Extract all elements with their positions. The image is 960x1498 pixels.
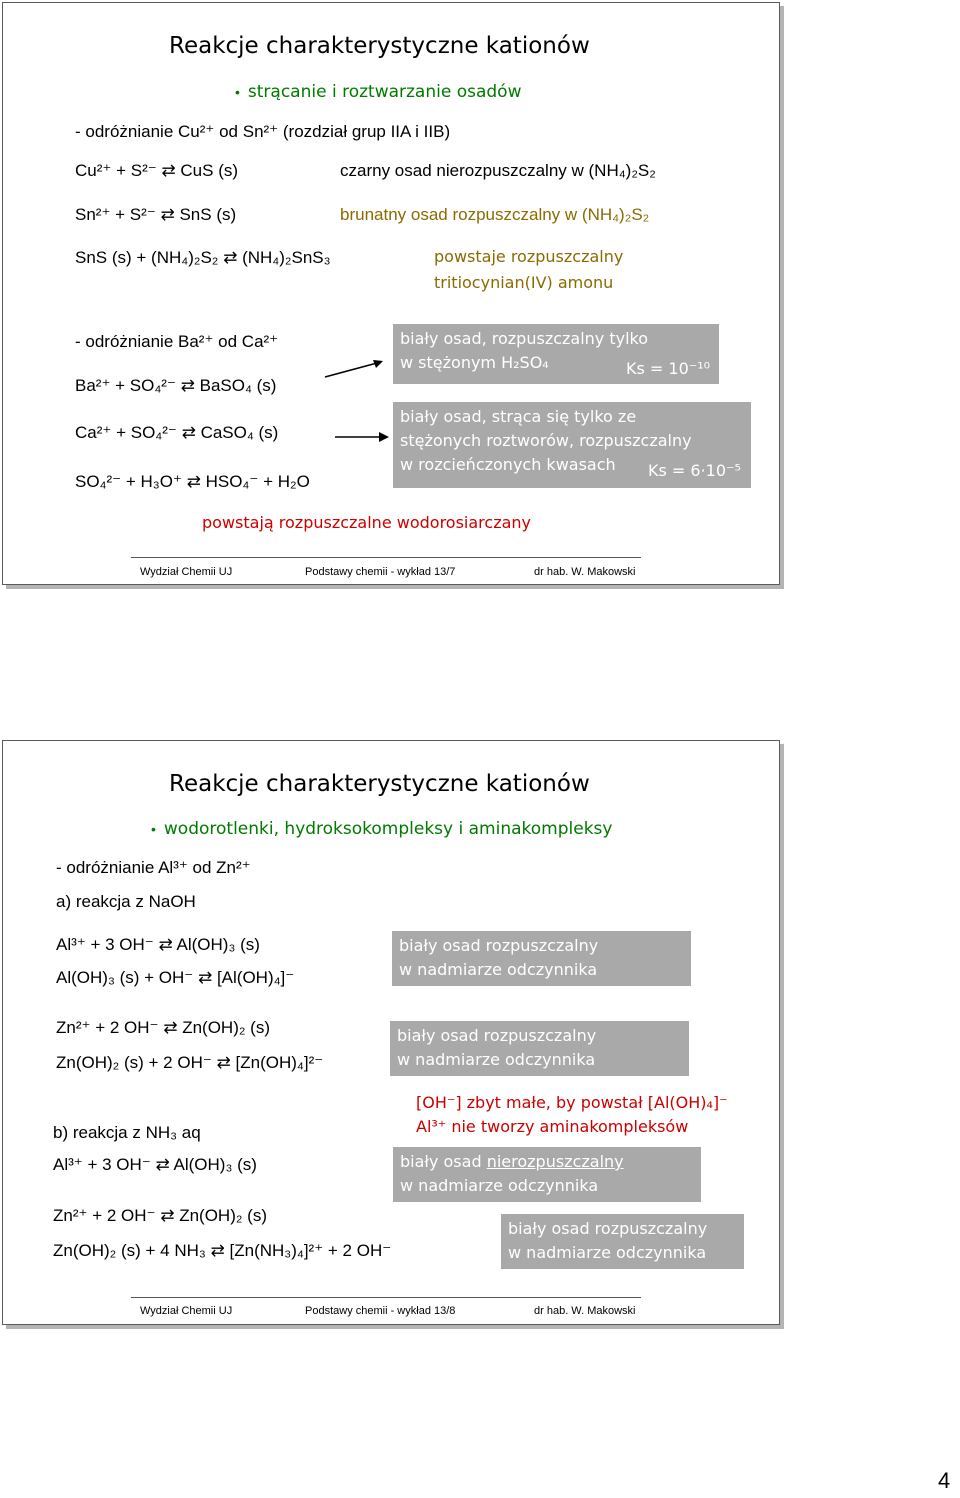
box-text: biały osad: [400, 1152, 487, 1171]
equation: Zn²⁺ + 2 OH⁻ ⇄ Zn(OH)₂ (s): [53, 1206, 267, 1225]
box-line: biały osad rozpuszczalny: [399, 936, 599, 955]
section-heading: - odróżnianie Cu²⁺ od Sn²⁺ (rozdział grup IIA i IIB): [75, 122, 451, 141]
equation: Zn(OH)₂ (s) + 2 OH⁻ ⇄ [Zn(OH)₄]²⁻: [56, 1053, 324, 1072]
page-number: 4: [938, 1468, 951, 1493]
box-line: biały osad, strąca się tylko ze: [400, 407, 637, 426]
equation: Sn²⁺ + S²⁻ ⇄ SnS (s): [75, 205, 237, 224]
info-box: [501, 1214, 744, 1269]
equation-note: brunatny osad rozpuszczalny w (NH₄)₂S₂: [340, 205, 650, 224]
bullet-dot-icon: •: [151, 821, 156, 837]
equation: Al³⁺ + 3 OH⁻ ⇄ Al(OH)₃ (s): [53, 1155, 257, 1174]
footer-institution: Wydział Chemii UJ: [140, 566, 233, 578]
bullet-dot-icon: •: [235, 84, 240, 100]
footer-institution: Wydział Chemii UJ: [140, 1305, 233, 1317]
equation: Ba²⁺ + SO₄²⁻ ⇄ BaSO₄ (s): [75, 376, 277, 395]
equation: SnS (s) + (NH₄)₂S₂ ⇄ (NH₄)₂SnS₃: [75, 248, 331, 267]
equation-note: powstaje rozpuszczalny: [434, 247, 624, 266]
footer-author: dr hab. W. Makowski: [534, 566, 636, 578]
slide-title: Reakcje charakterystyczne kationów: [169, 33, 590, 59]
box-line: biały osad, rozpuszczalny tylko: [400, 329, 649, 348]
box-line: stężonych roztworów, rozpuszczalny: [400, 431, 692, 450]
slide-title: Reakcje charakterystyczne kationów: [169, 771, 590, 797]
info-box: [392, 931, 691, 986]
box-line: w stężonym H₂SO₄: [400, 353, 549, 372]
footer-course: Podstawy chemii - wykład 13/8: [305, 1305, 456, 1317]
section-heading: a) reakcja z NaOH: [56, 892, 196, 911]
equation-note: czarny osad nierozpuszczalny w (NH₄)₂S₂: [340, 161, 656, 180]
box-line: w rozcieńczonych kwasach: [400, 455, 616, 474]
bullet-topic: [151, 819, 612, 839]
arrow-right-icon: [323, 357, 387, 381]
bullet-text: strącanie i roztwarzanie osadów: [247, 82, 522, 102]
footer-course: Podstawy chemii - wykład 13/7: [305, 566, 456, 578]
red-note: [OH⁻] zbyt małe, by powstał [Al(OH)₄]⁻: [416, 1093, 728, 1112]
box-line: [400, 1150, 694, 1174]
info-box: [390, 1021, 689, 1076]
red-note: Al³⁺ nie tworzy aminakompleksów: [416, 1117, 689, 1136]
equation: Ca²⁺ + SO₄²⁻ ⇄ CaSO₄ (s): [75, 423, 279, 442]
slide-13-7: [2, 2, 780, 585]
section-heading: b) reakcja z NH₃ aq: [53, 1123, 201, 1142]
box-line: biały osad rozpuszczalny: [508, 1219, 708, 1238]
box-line: biały osad rozpuszczalny: [397, 1026, 597, 1045]
solubility-constant: Ks = 6·10⁻⁵: [648, 461, 741, 480]
equation: Al³⁺ + 3 OH⁻ ⇄ Al(OH)₃ (s): [56, 935, 260, 954]
bullet-topic: [235, 82, 521, 102]
box-line: w nadmiarze odczynnika: [508, 1243, 707, 1262]
bullet-text: wodorotlenki, hydroksokompleksy i aminakompleksy: [163, 819, 613, 839]
box-line: w nadmiarze odczynnika: [400, 1176, 599, 1195]
footer-rule: [131, 1297, 641, 1298]
box-line: w nadmiarze odczynnika: [399, 960, 598, 979]
equation: Al(OH)₃ (s) + OH⁻ ⇄ [Al(OH)₄]⁻: [56, 968, 295, 987]
slide-13-8: [2, 740, 780, 1325]
equation: Zn²⁺ + 2 OH⁻ ⇄ Zn(OH)₂ (s): [56, 1018, 270, 1037]
box-line: w nadmiarze odczynnika: [397, 1050, 596, 1069]
footer-rule: [131, 557, 641, 558]
footer-author: dr hab. W. Makowski: [534, 1305, 636, 1317]
section-heading: - odróżnianie Ba²⁺ od Ca²⁺: [75, 332, 279, 351]
equation-note: tritiocynian(IV) amonu: [434, 273, 614, 292]
equation: Zn(OH)₂ (s) + 4 NH₃ ⇄ [Zn(NH₃)₄]²⁺ + 2 OH⁻: [53, 1241, 392, 1260]
box-text-underlined: nierozpuszczalny: [486, 1152, 624, 1171]
arrow-right-icon: [333, 427, 391, 447]
info-box: [393, 1147, 701, 1202]
equation: Cu²⁺ + S²⁻ ⇄ CuS (s): [75, 161, 239, 180]
red-note: powstają rozpuszczalne wodorosiarczany: [202, 513, 531, 532]
solubility-constant: Ks = 10⁻¹⁰: [626, 359, 711, 378]
equation: SO₄²⁻ + H₃O⁺ ⇄ HSO₄⁻ + H₂O: [75, 472, 310, 491]
section-heading: - odróżnianie Al³⁺ od Zn²⁺: [56, 858, 251, 877]
